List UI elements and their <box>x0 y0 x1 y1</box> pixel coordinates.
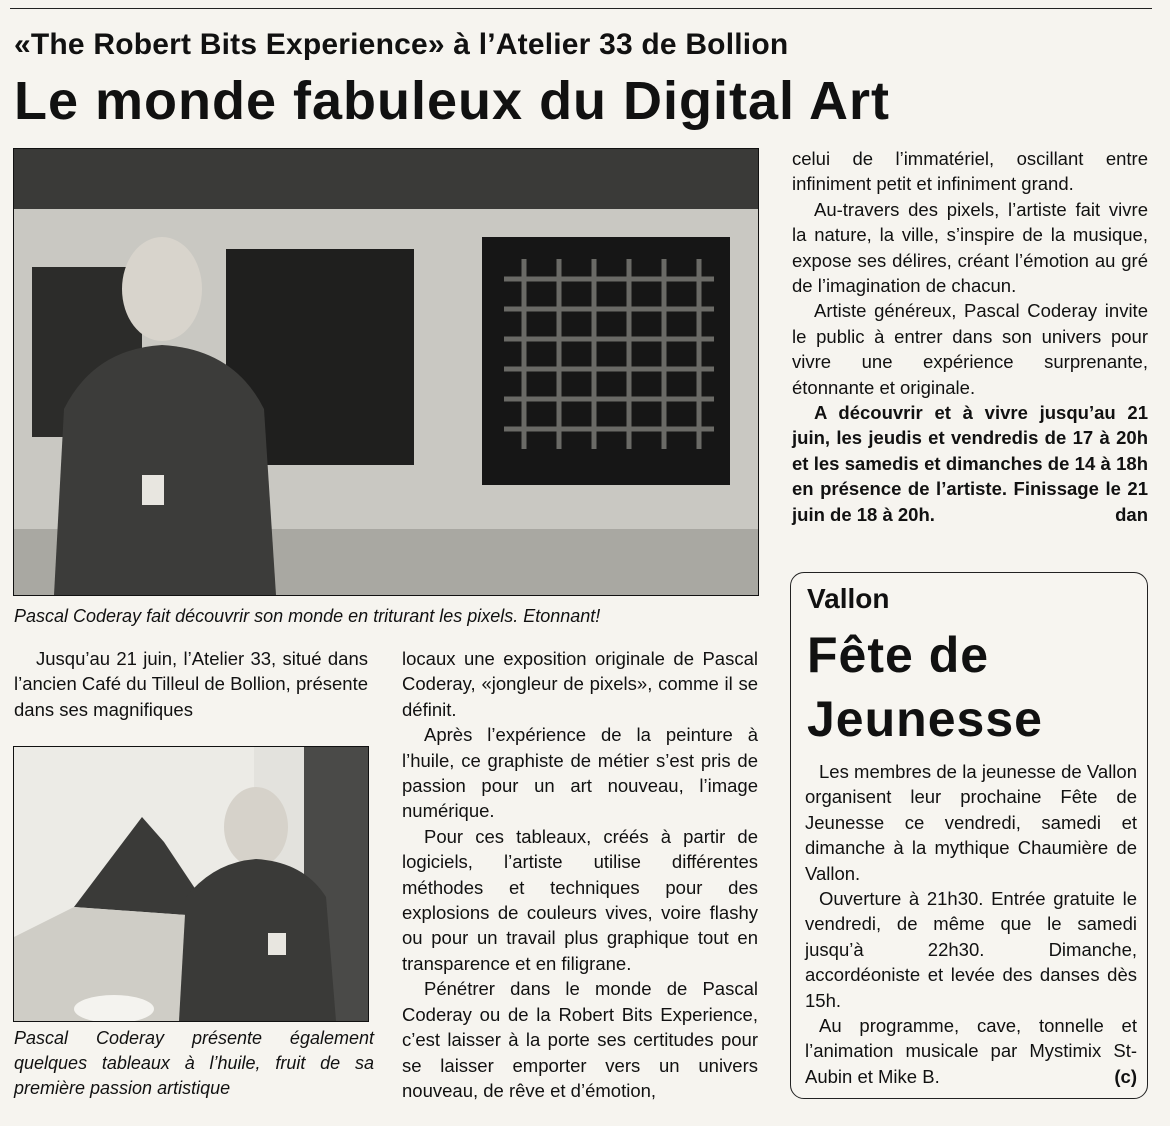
box-kicker: Vallon <box>807 583 890 614</box>
photo-oil-paintings-caption: Pascal Coderay présente également quelques tableaux à l’huile, fruit de sa première passion artistique <box>14 1028 374 1098</box>
photo-exhibition-caption: Pascal Coderay fait découvrir son monde en triturant les pixels. Etonnant! <box>14 606 601 626</box>
photo-oil-paintings <box>13 746 369 1022</box>
article-kicker: «The Robert Bits Experience» à l’Atelier 33 de Bollion <box>14 28 789 61</box>
box-credit: (c) <box>1114 1065 1137 1087</box>
paragraph: Pour ces tableaux, créés à partir de logiciels, l’artiste utilise différentes méthodes et techniques pour des explosions de couleurs vives, voire flashy ou pour un travail plus graphique tout en transparence et en filigrane. <box>402 825 758 974</box>
box-title <box>807 623 1043 751</box>
paragraph: Les membres de la jeunesse de Vallon organisent leur prochaine Fête de Jeunesse ce vendredi, samedi et dimanche à la mythique Chaumière de Vallon. <box>805 761 1137 884</box>
paragraph: celui de l’immatériel, oscillant entre infiniment petit et infiniment grand. <box>792 148 1148 195</box>
paragraph: Artiste généreux, Pascal Coderay invite le public à entrer dans son univers pour vivre une expérience surprenante, étonnante et originale. <box>792 300 1148 398</box>
paragraph: Pénétrer dans le monde de Pascal Coderay ou de la Robert Bits Experience, c’est laisser à la porte ses certitudes pour se laisser emporter vers un univers nouveau, de rêve et d’émotion, <box>402 978 758 1101</box>
paragraph: Ouverture à 21h30. Entrée gratuite le vendredi, de même que le samedi jusqu’à 22h30. Dimanche, accordéoniste et levée des danses dès 15h. <box>805 888 1137 1011</box>
paragraph-bold <box>792 400 1148 527</box>
paragraph <box>805 1013 1137 1089</box>
paragraph: locaux une exposition originale de Pascal Coderay, «jongleur de pixels», comme il se définit. <box>402 648 758 720</box>
author-signature: dan <box>1115 503 1148 525</box>
photo-exhibition <box>13 148 759 596</box>
article-column-1 <box>14 646 368 722</box>
sidebar-box-vallon <box>790 572 1148 1099</box>
paragraph-text: Au programme, cave, tonnelle et l’animation musicale par Mystimix St-Aubin et Mike B. <box>805 1015 1137 1087</box>
box-title-line: Fête de <box>807 627 990 683</box>
paragraph: Au-travers des pixels, l’artiste fait vivre la nature, la ville, s’inspire de la musique, expose ses délires, créant l’émotion au gré de l’imagination de chacun. <box>792 198 1148 297</box>
paragraph: Jusqu’au 21 juin, l’Atelier 33, situé dans l’ancien Café du Tilleul de Bollion, présente dans ses magnifiques <box>14 648 368 720</box>
top-rule <box>10 8 1152 9</box>
box-body <box>805 759 1137 1089</box>
practical-info: A découvrir et à vivre jusqu’au 21 juin, les jeudis et vendredis de 17 à 20h et les samedis et dimanches de 14 à 18h en présence de l’artiste. Finissage le 21 juin de 18 à 20h. <box>792 402 1148 525</box>
paragraph: Après l’expérience de la peinture à l’huile, ce graphiste de métier s’est pris de passion pour un art nouveau, l’image numérique. <box>402 724 758 822</box>
article-column-3 <box>792 146 1148 527</box>
box-title-line: Jeunesse <box>807 691 1043 747</box>
article-headline: Le monde fabuleux du Digital Art <box>14 71 891 131</box>
article-column-2 <box>402 646 758 1103</box>
